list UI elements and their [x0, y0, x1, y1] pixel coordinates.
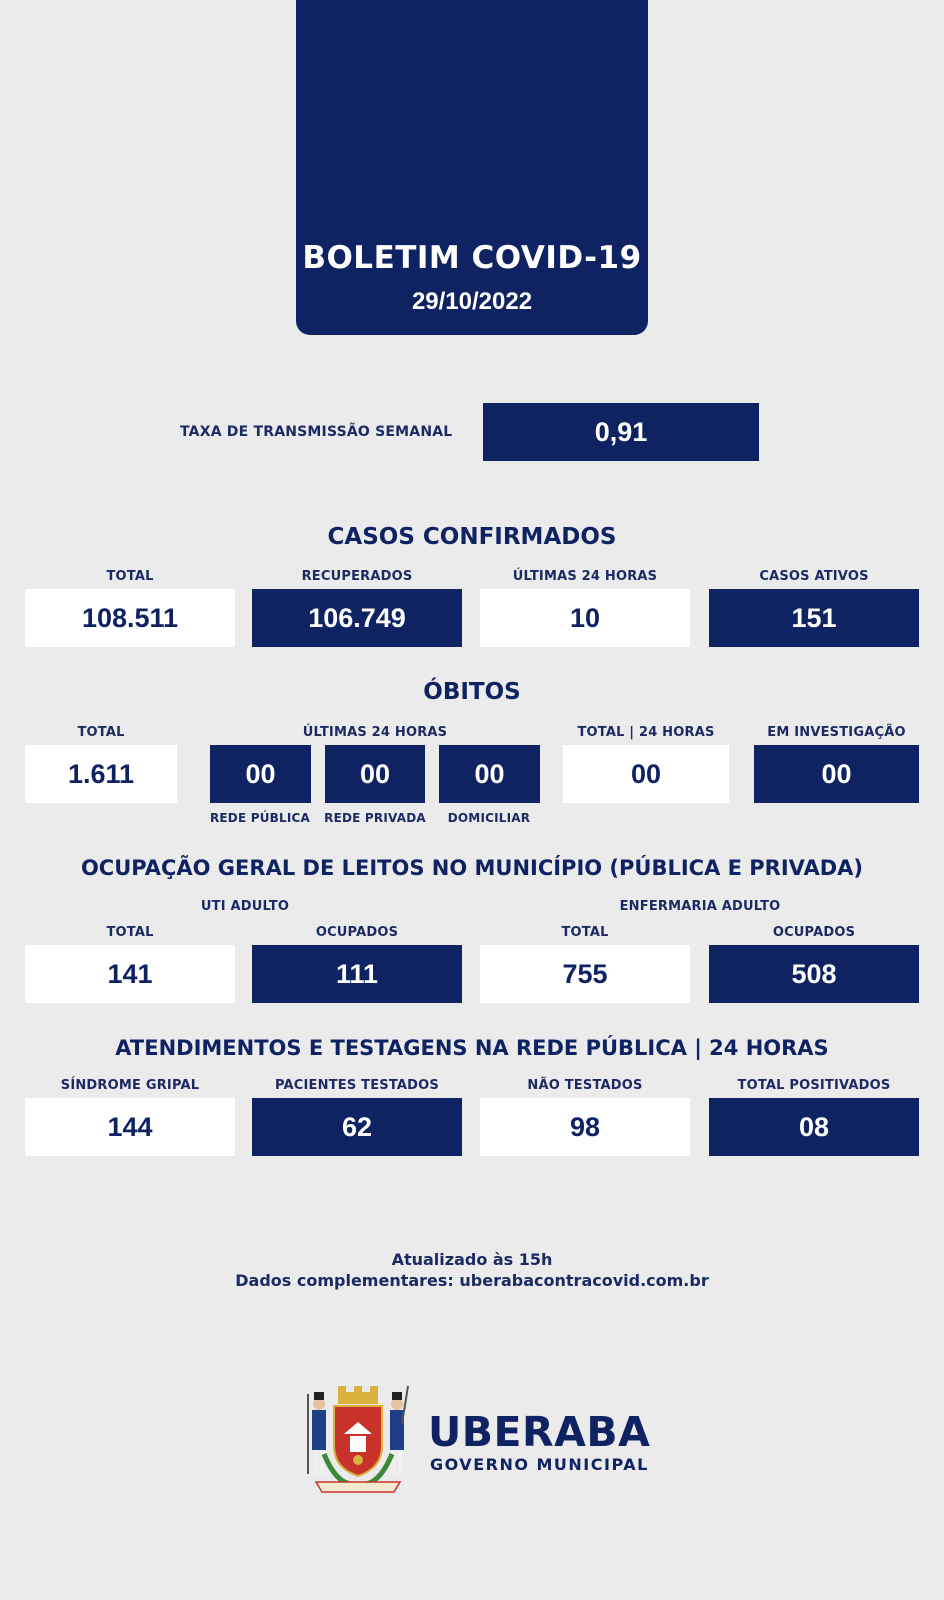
beds-uti-occupied-label: OCUPADOS [315, 925, 399, 940]
confirmed-recovered-value: 106.749 [252, 589, 462, 647]
deaths-private-label: REDE PRIVADA [324, 811, 426, 825]
confirmed-active-value: 151 [709, 589, 919, 647]
beds-ward-total-value: 755 [480, 945, 690, 1003]
deaths-total-value: 1.611 [25, 745, 177, 803]
testing-title: ATENDIMENTOS E TESTAGENS NA REDE PÚBLICA | 24 HORAS [115, 1036, 829, 1060]
deaths-total-label: TOTAL [77, 725, 125, 740]
beds-title: OCUPAÇÃO GERAL DE LEITOS NO MUNICÍPIO (PÚBLICA E PRIVADA) [80, 856, 864, 880]
coat-of-arms-icon [298, 1384, 418, 1496]
logo-subtitle: GOVERNO MUNICIPAL [430, 1455, 649, 1474]
confirmed-24h-value: 10 [480, 589, 690, 647]
deaths-private-value: 00 [325, 745, 425, 803]
deaths-investigation-label: EM INVESTIGAÇÃO [767, 725, 906, 740]
testing-positive-value: 08 [709, 1098, 919, 1156]
deaths-24h-label: ÚLTIMAS 24 HORAS [302, 725, 448, 740]
beds-ward-occupied-label: OCUPADOS [772, 925, 856, 940]
testing-tested-label: PACIENTES TESTADOS [274, 1078, 439, 1093]
more-data-note: Dados complementares: uberabacontracovid.com.br [235, 1271, 709, 1290]
confirmed-recovered-label: RECUPERADOS [301, 569, 413, 584]
confirmed-total-value: 108.511 [25, 589, 235, 647]
confirmed-24h-label: ÚLTIMAS 24 HORAS [512, 569, 658, 584]
confirmed-title: CASOS CONFIRMADOS [327, 524, 617, 550]
deaths-home-value: 00 [439, 745, 540, 803]
beds-uti-occupied-value: 111 [252, 945, 462, 1003]
beds-uti-label: UTI ADULTO [200, 899, 290, 914]
deaths-public-value: 00 [210, 745, 311, 803]
beds-ward-total-label: TOTAL [561, 925, 609, 940]
transmission-value: 0,91 [483, 403, 759, 461]
logo-name: UBERABA [428, 1408, 651, 1456]
beds-uti-total-label: TOTAL [106, 925, 154, 940]
testing-positive-label: TOTAL POSITIVADOS [737, 1078, 891, 1093]
transmission-label: TAXA DE TRANSMISSÃO SEMANAL [180, 424, 453, 440]
beds-ward-label: ENFERMARIA ADULTO [619, 899, 781, 914]
header-banner [296, 0, 648, 335]
bulletin-date: 29/10/2022 [411, 288, 533, 315]
deaths-public-label: REDE PÚBLICA [209, 811, 311, 825]
confirmed-total-label: TOTAL [106, 569, 154, 584]
testing-tested-value: 62 [252, 1098, 462, 1156]
testing-flu-label: SÍNDROME GRIPAL [60, 1078, 200, 1093]
deaths-title: ÓBITOS [423, 679, 521, 705]
page-title: BOLETIM COVID-19 [302, 240, 642, 276]
beds-ward-occupied-value: 508 [709, 945, 919, 1003]
deaths-home-label: DOMICILIAR [447, 811, 531, 825]
testing-flu-value: 144 [25, 1098, 235, 1156]
confirmed-active-label: CASOS ATIVOS [759, 569, 869, 584]
testing-untested-value: 98 [480, 1098, 690, 1156]
beds-uti-total-value: 141 [25, 945, 235, 1003]
updated-note: Atualizado às 15h [391, 1250, 553, 1269]
deaths-total24-value: 00 [563, 745, 729, 803]
testing-untested-label: NÃO TESTADOS [527, 1078, 643, 1093]
deaths-investigation-value: 00 [754, 745, 919, 803]
deaths-total24-label: TOTAL | 24 HORAS [577, 725, 715, 740]
